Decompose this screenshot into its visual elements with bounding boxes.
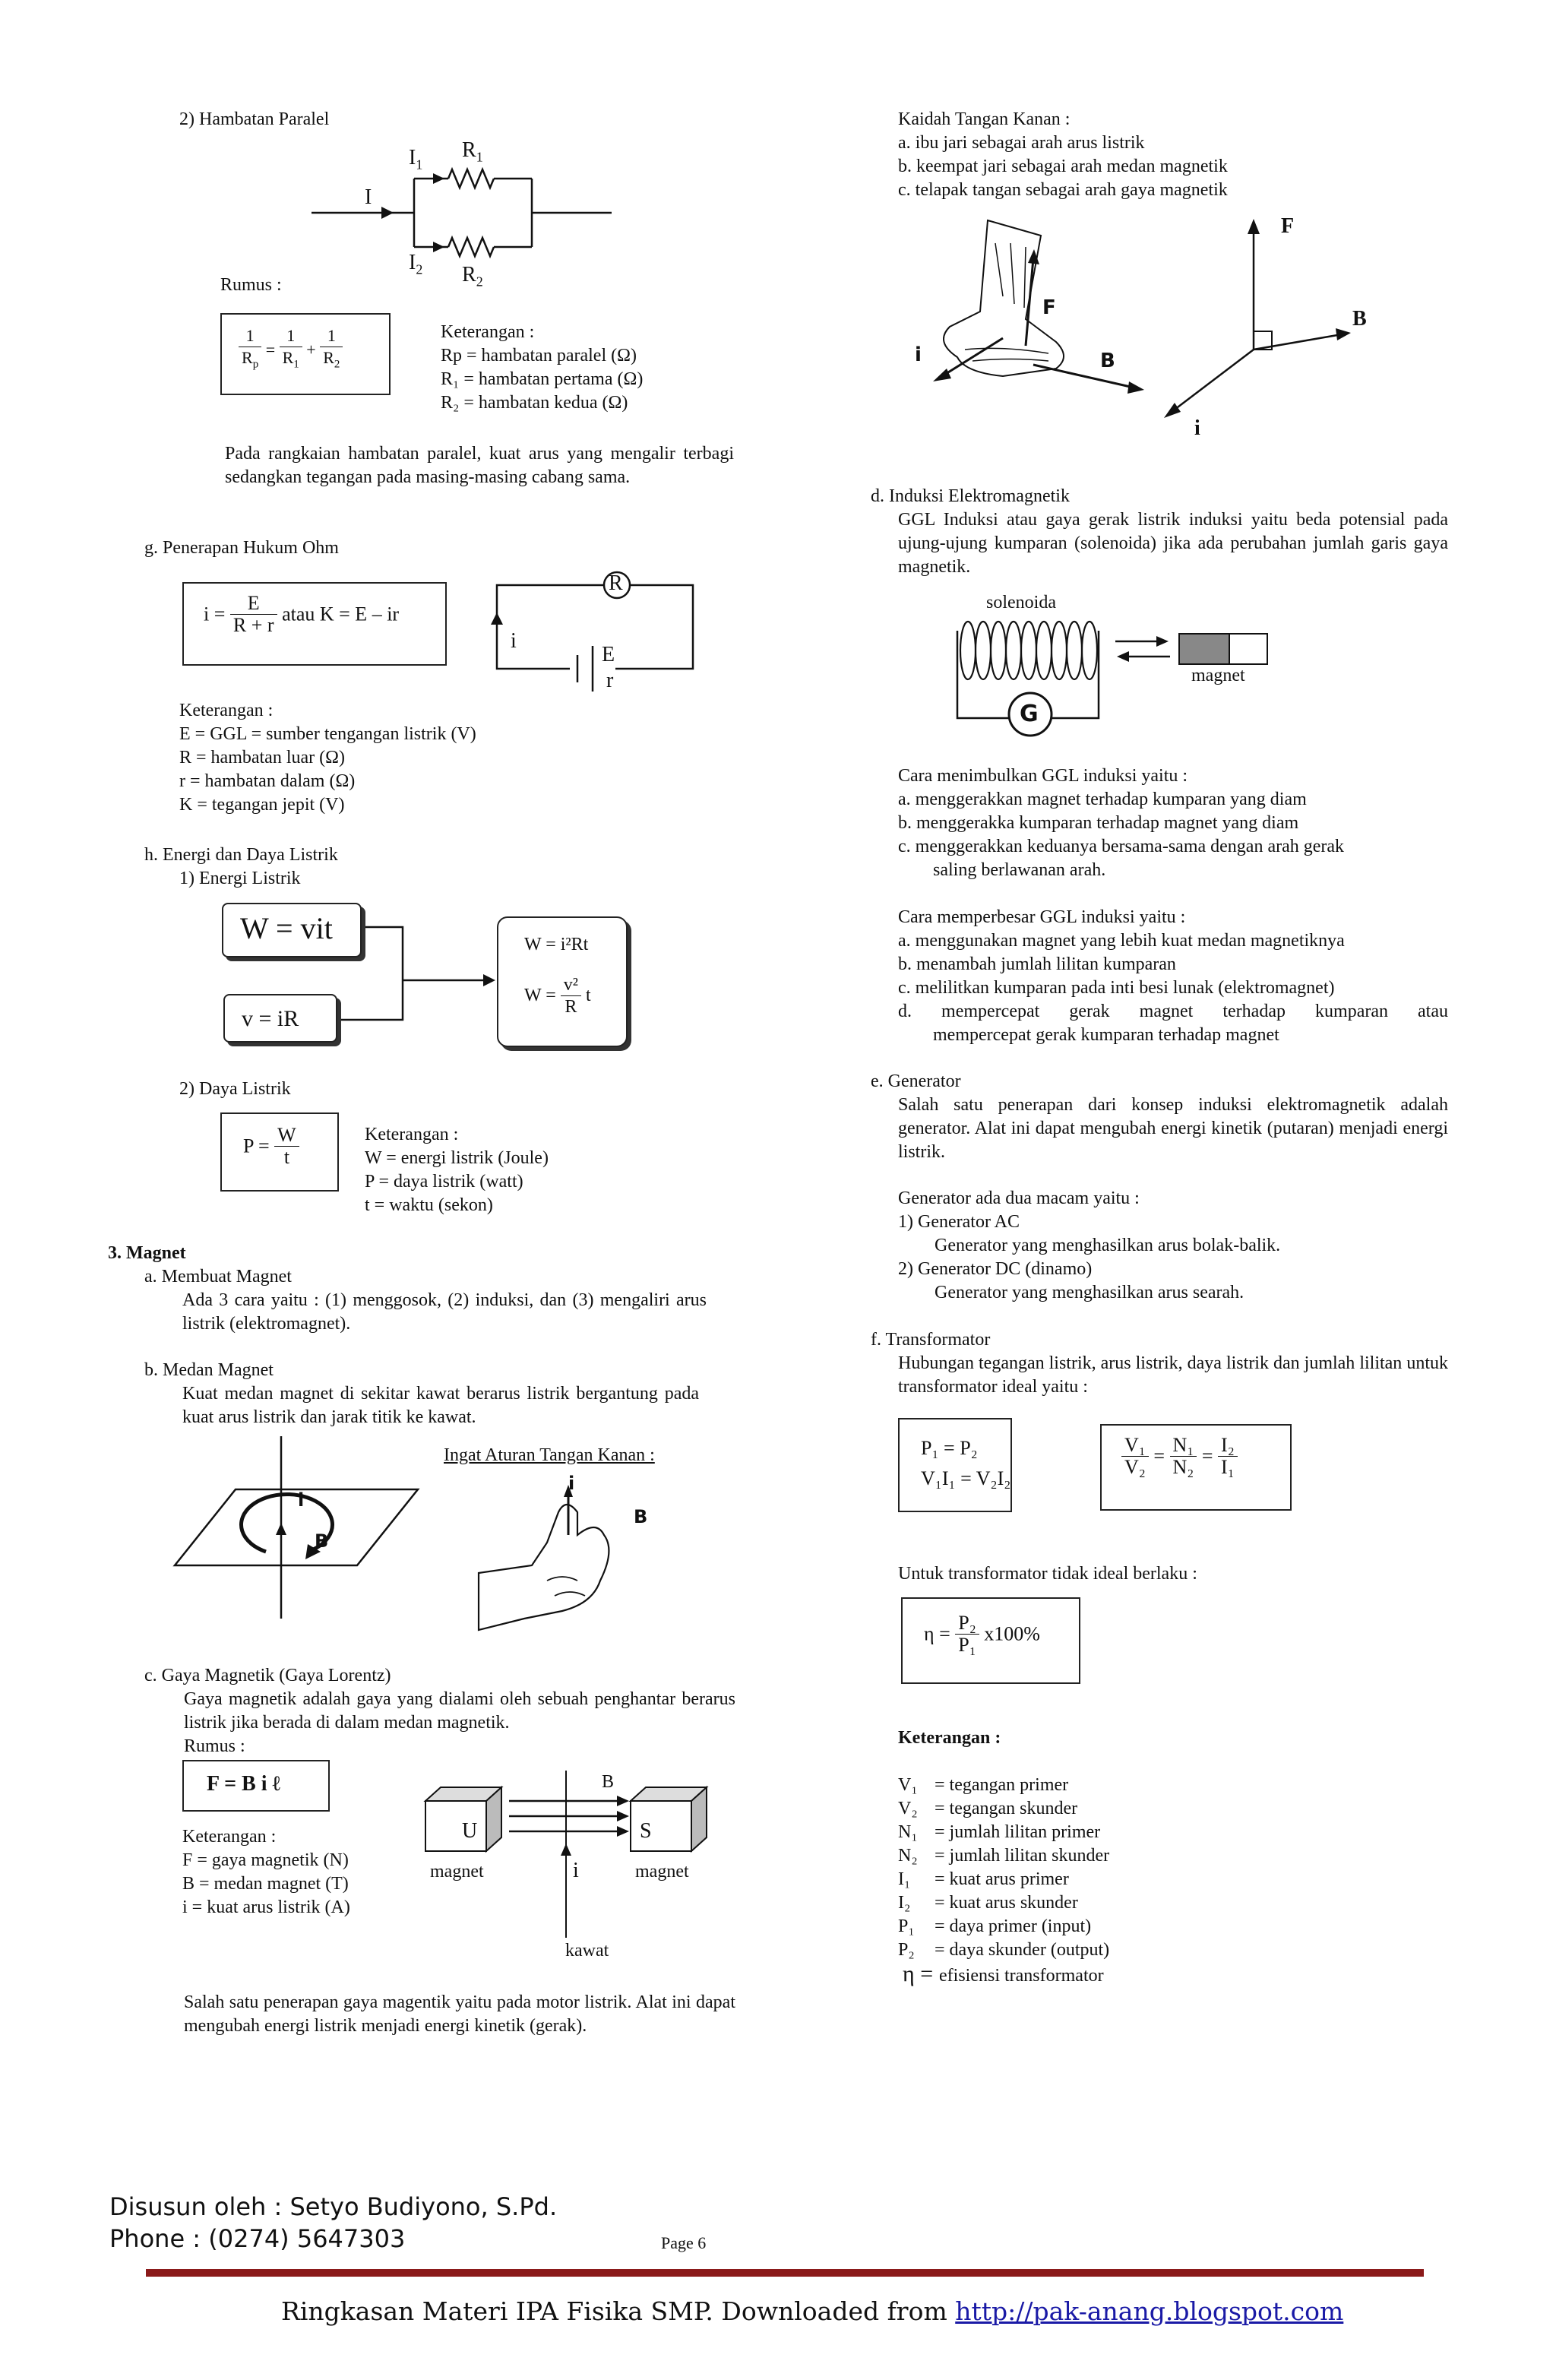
right-hand-icon (471, 1489, 653, 1641)
wire-i: i (298, 1489, 305, 1511)
magnet-label-right: magnet (635, 1862, 689, 1882)
trafo-ideal-box-1: P₁ = P₂ V₁I₁ = V₂I₂ (898, 1418, 1012, 1512)
hand-B-right: B (1100, 350, 1115, 372)
magnet-label-left: magnet (430, 1862, 484, 1882)
h1-heading: 1) Energi Listrik (179, 869, 301, 888)
footer-banner: Ringkasan Materi IPA Fisika SMP. Downloaded from http://pak-anang.blogspot.com (281, 2296, 1344, 2326)
d-heading: d. Induksi Elektromagnetik (871, 486, 1070, 506)
download-link[interactable]: http://pak-anang.blogspot.com (955, 2296, 1344, 2326)
hand-i: i (568, 1473, 575, 1494)
author-line: Disusun oleh : Setyo Budiyono, S.Pd. (109, 2192, 558, 2221)
ohm-keterangan: Keterangan : E = GGL = sumber tengangan listrik (V) R = hambatan luar (Ω) r = hambatan dalam (Ω) K = tegangan jepit (V) (179, 701, 476, 815)
cara-menimbulkan: Cara menimbulkan GGL induksi yaitu : a. menggerakkan magnet terhadap kumparan yang diam b. menggerakka kumparan terhadap magnet yang diam c. menggerakkan keduanya bersama-sama dengan arah gerak saling berlawanan arah. (898, 766, 1345, 880)
keterangan-list: V₁ = tegangan primer V₂ = tegangan skunder N₁ = jumlah lilitan primer N₂ = jumlah lilitan skunder I₁ = kuat arus primer I₂ = kuat arus skunder P₁ = daya primer (input) P₂ = daya skunder (output) η = efisiensi transformator (898, 1775, 1110, 1986)
trafo-ideal-box-2: $\frac{\text{V₁}}{\text{V₂}}$ = $\frac{\text{N₁}}{\text{N₂}}$ = $\frac{\text{I₂}}{\text{I₁}}$ (1100, 1424, 1292, 1511)
footer-rule (146, 2269, 1424, 2277)
cara-memperbesar: Cara memperbesar GGL induksi yaitu : a. menggunakan magnet yang lebih kuat medan magnetiknya b. menambah jumlah lilitan kumparan c. melilitkan kumparan pada inti besi lunak (elektromagnet) d. mempercepat gerak magnet terhadap kumparan atau mempercepat gerak kumparan terhadap magnet (898, 907, 1448, 1045)
label-I1: $I_1$ (409, 146, 423, 172)
g-heading: g. Penerapan Hukum Ohm (144, 538, 339, 558)
magnet-S: S (640, 1819, 652, 1843)
keterangan-heading: Keterangan : (898, 1728, 1001, 1748)
label-I: I (365, 185, 372, 209)
paralel-heading: 2) Hambatan Paralel (179, 109, 330, 129)
daya-keterangan: Keterangan : W = energi listrik (Joule) P = daya listrik (watt) t = waktu (sekon) (365, 1125, 549, 1215)
magnet-U: U (462, 1819, 478, 1843)
energy-box-formulas: W = i²Rt W = $\frac{\text{v²}}{R}$ t (497, 916, 628, 1047)
c-heading: c. Gaya Magnetik (Gaya Lorentz) (144, 1666, 391, 1685)
b-text: Kuat medan magnet di sekitar kawat berarus listrik bergantung pada kuat arus listrik dan jarak titik ke kawat. (182, 1384, 699, 1427)
right-hand-rule-figure (919, 213, 1162, 433)
h2-heading: 2) Daya Listrik (179, 1079, 291, 1099)
a-heading: a. Membuat Magnet (144, 1267, 292, 1287)
label-R2: $R_2$ (462, 263, 483, 290)
ingat-label: Ingat Aturan Tangan Kanan : (444, 1445, 655, 1465)
c-rumus: Rumus : (184, 1736, 245, 1756)
magnet-label: magnet (1191, 666, 1245, 685)
tidak-ideal-label: Untuk transformator tidak ideal berlaku : (898, 1564, 1197, 1584)
c-text: Gaya magnetik adalah gaya yang dialami oleh sebuah penghantar berarus listrik jika berada di dalam medan magnetik. (184, 1689, 735, 1733)
solenoida-label: solenoida (986, 593, 1056, 612)
rumus-label: Rumus : (220, 275, 282, 295)
h-heading: h. Energi dan Daya Listrik (144, 845, 338, 865)
axis-B: B (1352, 307, 1367, 331)
ohm-formula-box: i = $\frac{E}{R + r}$ atau K = E – ir (182, 582, 447, 666)
wire-field-figure (167, 1429, 425, 1626)
energy-box-wvit: W = vit (222, 903, 362, 957)
wire-B: B (315, 1530, 329, 1552)
energy-box-vir: v = iR (223, 994, 337, 1043)
lorentz-formula-box: F = B i ℓ (182, 1760, 330, 1812)
parallel-formula-box: $\frac{1}{R_p}$ = $\frac{1}{R_1}$ + $\frac{1}{R_2}$ (220, 313, 391, 395)
magnet-heading: 3. Magnet (108, 1243, 186, 1263)
lorentz-kawat: kawat (565, 1941, 609, 1961)
page-number: Page 6 (661, 2233, 707, 2252)
hand-B: B (634, 1506, 648, 1527)
generator-list: Generator ada dua macam yaitu : 1) Generator AC Generator yang menghasilkan arus bolak-balik. 2) Generator DC (dinamo) Generator yang menghasilkan arus searah. (898, 1188, 1281, 1302)
d-text: GGL Induksi atau gaya gerak listrik induksi yaitu beda potensial pada ujung-ujung kumparan (solenoida) jika ada perubahan jumlah garis gaya magnetik. (898, 510, 1448, 577)
fbi-axes-figure (1155, 213, 1383, 433)
ohm-R: R (609, 571, 623, 595)
lorentz-i: i (573, 1859, 579, 1882)
ohm-E: E (602, 643, 615, 666)
hand-i-right: i (915, 343, 922, 366)
c-keterangan: Keterangan : F = gaya magnetik (N) B = medan magnet (T) i = kuat arus listrik (A) (182, 1827, 350, 1917)
label-I2: $I_2$ (409, 251, 423, 277)
ohm-i: i (511, 629, 517, 653)
daya-formula-box: P = $\frac{W}{t}$ (220, 1112, 339, 1192)
phone-line: Phone : (0274) 5647303 (109, 2224, 406, 2253)
paralel-note: Pada rangkaian hambatan paralel, kuat arus yang mengalir terbagi sedangkan tegangan pada masing-masing cabang sama. (225, 444, 734, 487)
galvanometer-G: G (1020, 701, 1039, 727)
e-text: Salah satu penerapan dari konsep induksi elektromagnetik adalah generator. Alat ini dapat mengubah energi kinetik (putaran) menjadi energi listrik. (898, 1095, 1448, 1162)
ohm-r: r (606, 669, 614, 692)
axis-F: F (1281, 214, 1295, 238)
a-text: Ada 3 cara yaitu : (1) menggosok, (2) induksi, dan (3) mengaliri arus listrik (elektromagnet). (182, 1290, 707, 1334)
b-heading: b. Medan Magnet (144, 1360, 274, 1380)
c-note: Salah satu penerapan gaya magentik yaitu pada motor listrik. Alat ini dapat mengubah energi listrik menjadi energi kinetik (gerak). (184, 1992, 735, 2036)
e-heading: e. Generator (871, 1071, 961, 1091)
label-R1: $R_1$ (462, 138, 483, 165)
axis-i: i (1194, 416, 1200, 440)
lorentz-B: B (602, 1772, 615, 1792)
f-text: Hubungan tegangan listrik, arus listrik, daya listrik dan jumlah lilitan untuk transformator ideal yaitu : (898, 1353, 1448, 1397)
f-heading: f. Transformator (871, 1330, 991, 1350)
hand-F: F (1042, 296, 1056, 319)
kaidah-list: Kaidah Tangan Kanan : a. ibu jari sebagai arah arus listrik b. keempat jari sebagai arah medan magnetik c. telapak tangan sebagai arah gaya magnetik (898, 109, 1228, 200)
efisiensi-box: η = $\frac{\text{P₂}}{\text{P₁}}$ x100% (901, 1597, 1080, 1684)
paralel-keterangan: Keterangan : Rp = hambatan paralel (Ω) R₁ = hambatan pertama (Ω) R₂ = hambatan kedua (Ω) (441, 322, 644, 413)
